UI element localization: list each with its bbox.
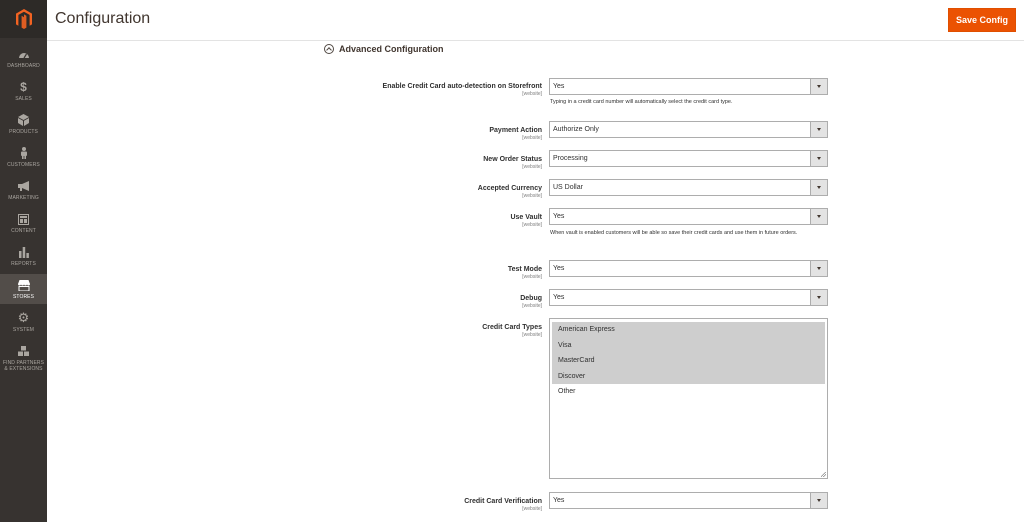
field-scope: [website] bbox=[522, 506, 542, 512]
test-mode-select[interactable] bbox=[549, 260, 828, 277]
sidebar-item-label: DASHBOARD bbox=[7, 63, 40, 69]
sidebar-item-find-partners[interactable] bbox=[0, 344, 47, 374]
select-value: Yes bbox=[553, 83, 565, 90]
magento-logo[interactable] bbox=[0, 0, 47, 38]
person-icon bbox=[20, 146, 28, 160]
field-label-use-vault bbox=[510, 213, 542, 228]
admin-sidebar bbox=[0, 0, 47, 522]
cube-icon bbox=[18, 113, 29, 127]
dashboard-icon bbox=[18, 47, 30, 61]
layout-icon bbox=[18, 212, 29, 226]
field-label: Use Vault bbox=[510, 214, 542, 221]
field-label: Test Mode bbox=[507, 266, 542, 273]
select-value: US Dollar bbox=[553, 184, 583, 191]
new-order-status-select[interactable] bbox=[549, 150, 828, 167]
field-scope: [website] bbox=[522, 332, 542, 338]
select-value: Authorize Only bbox=[553, 126, 599, 133]
sidebar-item-marketing[interactable] bbox=[0, 179, 47, 212]
field-scope: [website] bbox=[522, 91, 542, 97]
field-label-cc-verification bbox=[464, 497, 542, 512]
use-vault-select[interactable] bbox=[549, 208, 828, 225]
field-scope: [website] bbox=[522, 164, 542, 170]
select-value: Yes bbox=[553, 497, 565, 504]
sidebar-item-label: CONTENT bbox=[11, 228, 36, 234]
multiselect-option[interactable]: Visa bbox=[552, 338, 825, 354]
bar-chart-icon bbox=[19, 245, 29, 259]
chevron-down-icon bbox=[810, 493, 827, 508]
section-toggle-advanced-configuration[interactable] bbox=[324, 44, 444, 54]
puzzle-cubes-icon bbox=[18, 344, 29, 358]
store-icon bbox=[18, 278, 30, 292]
field-label-new-order-status bbox=[483, 155, 542, 170]
cc-types-multiselect[interactable] bbox=[549, 318, 828, 479]
sidebar-item-label: PRODUCTS bbox=[9, 129, 38, 135]
field-label: Credit Card Verification bbox=[464, 498, 542, 505]
page-title: Configuration bbox=[55, 10, 151, 27]
field-label: Payment Action bbox=[489, 127, 542, 134]
accepted-currency-select[interactable] bbox=[549, 179, 828, 196]
gear-icon: ⚙ bbox=[17, 310, 30, 325]
sidebar-item-label: CUSTOMERS bbox=[7, 162, 40, 168]
header-divider bbox=[47, 40, 1024, 41]
megaphone-icon bbox=[18, 179, 30, 193]
field-label-debug bbox=[520, 294, 542, 309]
dollar-icon: $ bbox=[20, 80, 27, 94]
multiselect-option[interactable]: American Express bbox=[552, 322, 825, 338]
multiselect-option[interactable]: Other bbox=[558, 388, 576, 396]
multiselect-option[interactable]: Discover bbox=[552, 369, 825, 385]
cc-autodetect-select[interactable] bbox=[549, 78, 828, 95]
sidebar-item-system[interactable] bbox=[0, 311, 47, 344]
field-note-cc-autodetect: Typing in a credit card number will automatically select the credit card type. bbox=[550, 99, 733, 105]
sidebar-item-label: MARKETING bbox=[8, 195, 39, 201]
chevron-down-icon bbox=[810, 290, 827, 305]
field-label: Credit Card Types bbox=[482, 324, 542, 331]
chevron-down-icon bbox=[810, 180, 827, 195]
field-label: Accepted Currency bbox=[477, 185, 542, 192]
field-label-test-mode bbox=[508, 265, 542, 280]
sidebar-item-label-line1: FIND PARTNERS bbox=[2, 360, 45, 366]
sidebar-item-content[interactable] bbox=[0, 212, 47, 245]
field-scope: [website] bbox=[522, 135, 542, 141]
field-note-use-vault: When vault is enabled customers will be able so save their credit cards and use them in future orders. bbox=[550, 230, 798, 236]
field-label: Debug bbox=[520, 295, 542, 302]
sidebar-item-sales[interactable] bbox=[0, 80, 47, 113]
chevron-down-icon bbox=[810, 151, 827, 166]
collapse-circle-icon bbox=[324, 44, 334, 54]
field-label: Enable Credit Card auto-detection on Storefront bbox=[382, 83, 542, 90]
sidebar-item-customers[interactable] bbox=[0, 146, 47, 179]
field-scope: [website] bbox=[522, 274, 542, 280]
sidebar-item-label-line2: & EXTENSIONS bbox=[4, 366, 43, 372]
field-label-accepted-currency bbox=[478, 184, 542, 199]
field-label: New Order Status bbox=[483, 156, 542, 163]
sidebar-item-label: REPORTS bbox=[11, 261, 36, 267]
sidebar-item-products[interactable] bbox=[0, 113, 47, 146]
field-scope: [website] bbox=[522, 303, 542, 309]
sidebar-item-label: STORES bbox=[12, 294, 35, 300]
section-title: Advanced Configuration bbox=[339, 44, 444, 54]
field-label-cc-types bbox=[482, 323, 542, 338]
chevron-down-icon bbox=[810, 209, 827, 224]
select-value: Yes bbox=[553, 294, 565, 301]
select-value: Yes bbox=[553, 265, 565, 272]
field-scope: [website] bbox=[522, 222, 542, 228]
field-scope: [website] bbox=[522, 193, 542, 199]
cc-verification-select[interactable] bbox=[549, 492, 828, 509]
sidebar-item-stores[interactable] bbox=[0, 274, 47, 304]
debug-select[interactable] bbox=[549, 289, 828, 306]
field-label-cc-autodetect bbox=[383, 82, 542, 97]
chevron-down-icon bbox=[810, 261, 827, 276]
multiselect-option[interactable]: MasterCard bbox=[552, 353, 825, 369]
resize-handle-icon[interactable] bbox=[821, 472, 826, 477]
sidebar-item-label: SALES bbox=[15, 96, 32, 102]
chevron-down-icon bbox=[810, 79, 827, 94]
sidebar-item-dashboard[interactable] bbox=[0, 47, 47, 80]
sidebar-item-label bbox=[3, 360, 44, 372]
select-value: Processing bbox=[553, 155, 588, 162]
select-value: Yes bbox=[553, 213, 565, 220]
sidebar-item-label: SYSTEM bbox=[12, 327, 35, 333]
chevron-down-icon bbox=[810, 122, 827, 137]
save-config-button[interactable]: Save Config bbox=[948, 8, 1016, 32]
field-label-payment-action bbox=[489, 126, 542, 141]
payment-action-select[interactable] bbox=[549, 121, 828, 138]
